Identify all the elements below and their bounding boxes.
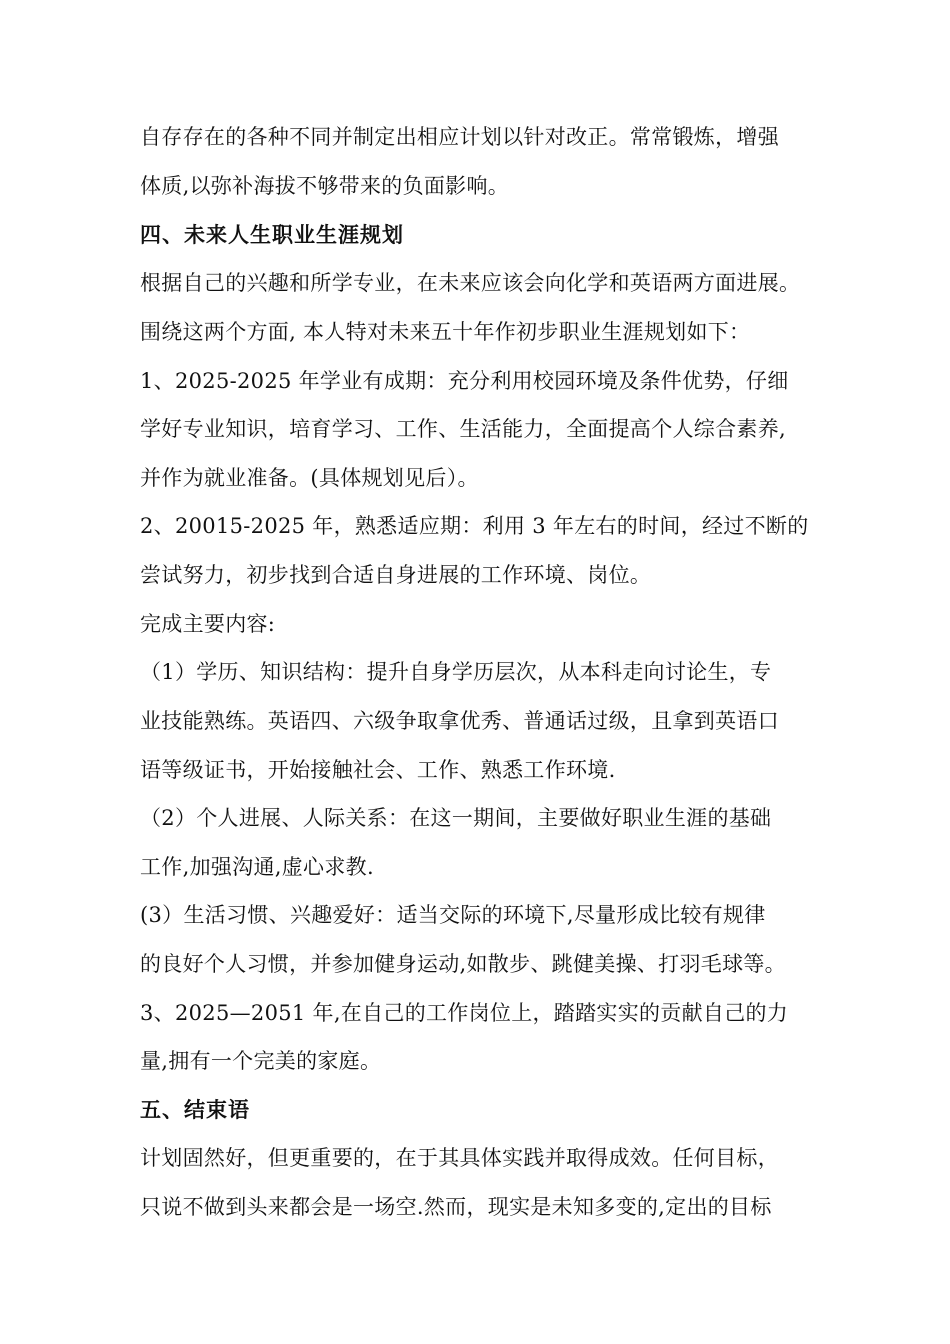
- paragraph-line: 只说不做到头来都会是一场空.然而，现实是未知多变的,定出的目标: [140, 1195, 772, 1219]
- paragraph-line: 的良好个人习惯，并参加健身运动,如散步、跳健美操、打羽毛球等。: [140, 952, 786, 976]
- paragraph-line: 语等级证书，开始接触社会、工作、熟悉工作环境.: [140, 758, 616, 782]
- paragraph-line: (3）生活习惯、兴趣爱好：适当交际的环境下,尽量形成比较有规律: [140, 903, 766, 927]
- paragraph-line: 尝试努力，初步找到合适自身进展的工作环境、岗位。: [140, 563, 652, 587]
- paragraph-line: 计划固然好，但更重要的，在于其具体实践并取得成效。任何目标，: [140, 1146, 779, 1170]
- paragraph-line: 业技能熟练。英语四、六级争取拿优秀、普通话过级，且拿到英语口: [140, 709, 779, 733]
- section-heading: 五、结束语: [140, 1098, 250, 1122]
- paragraph-line: 并作为就业准备。(具体规划见后）。: [140, 466, 479, 490]
- paragraph-line: 2、20015-2025 年，熟悉适应期：利用 3 年左右的时间，经过不断的: [140, 514, 809, 538]
- paragraph-line: 学好专业知识，培育学习、工作、生活能力，全面提高个人综合素养,: [140, 417, 786, 441]
- paragraph-line: 量,拥有一个完美的家庭。: [140, 1049, 382, 1073]
- paragraph-line: 围绕这两个方面, 本人特对未来五十年作初步职业生涯规划如下：: [140, 320, 751, 344]
- section-heading: 四、未来人生职业生涯规划: [140, 223, 404, 247]
- paragraph-line: （2）个人进展、人际关系：在这一期间，主要做好职业生涯的基础: [140, 806, 772, 830]
- paragraph-line: （1）学历、知识结构：提升自身学历层次，从本科走向讨论生，专: [140, 660, 772, 684]
- paragraph-line: 1、2025-2025 年学业有成期：充分利用校园环境及条件优势，仔细: [140, 369, 789, 393]
- paragraph-line: 完成主要内容:: [140, 612, 276, 636]
- paragraph-line: 3、2025—2051 年,在自己的工作岗位上，踏踏实实的贡献自己的力: [140, 1001, 789, 1025]
- paragraph-line: 工作,加强沟通,虚心求教.: [140, 855, 374, 879]
- paragraph-line: 体质,以弥补海拔不够带来的负面影响。: [140, 174, 510, 198]
- paragraph-line: 根据自己的兴趣和所学专业，在未来应该会向化学和英语两方面进展。: [140, 271, 801, 295]
- paragraph-line: 自存存在的各种不同并制定出相应计划以针对改正。常常锻炼，增强: [140, 125, 779, 149]
